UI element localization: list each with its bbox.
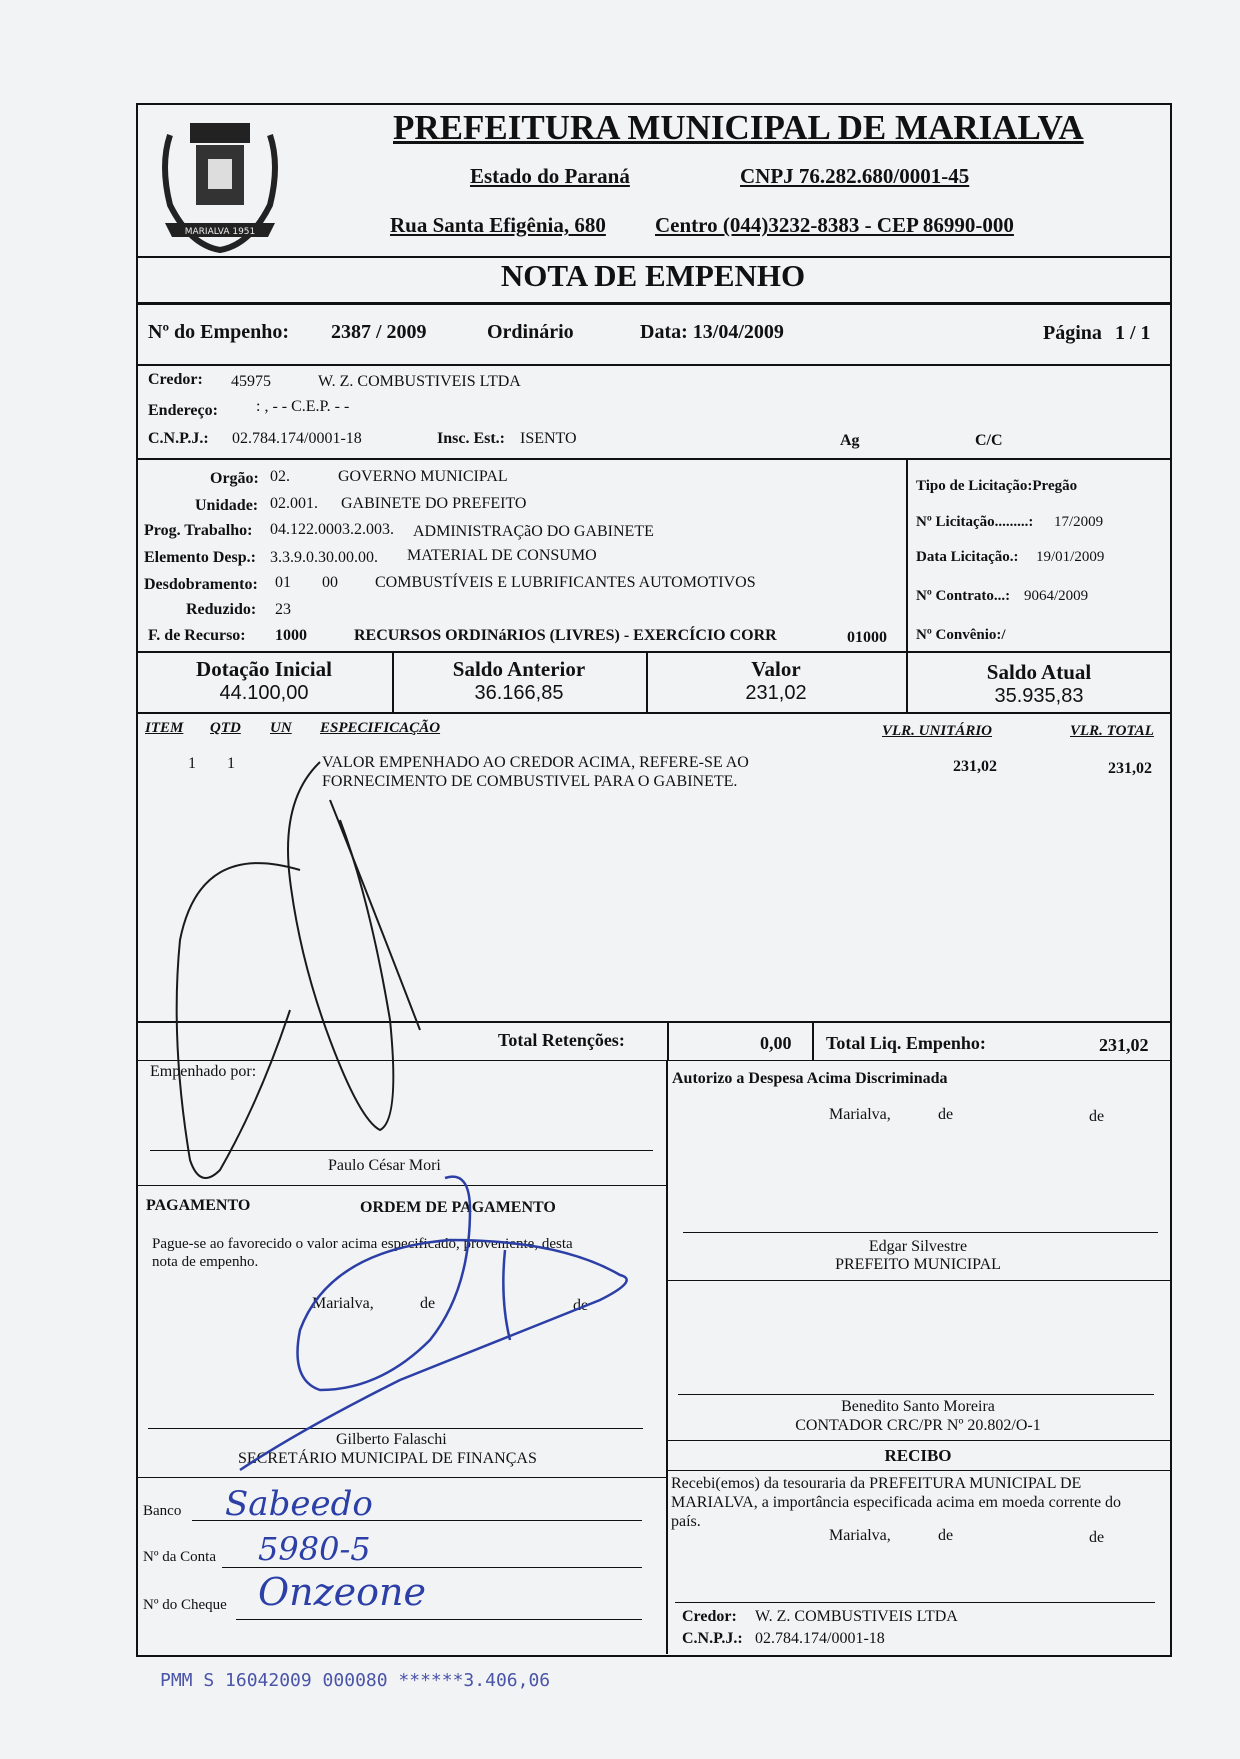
- licitacao-number-label: Nº Licitação.........:: [916, 514, 1034, 530]
- recibo-text-2: MARIALVA, a importância especificada acima em moeda corrente do: [671, 1494, 1122, 1511]
- de-right-1: de: [938, 1106, 954, 1123]
- unidade-code: 02.001.: [270, 495, 318, 512]
- prog-name: ADMINISTRAÇãO DO GABINETE: [413, 523, 654, 540]
- retencoes-value: 0,00: [760, 1033, 792, 1053]
- dotacao-value: 44.100,00: [219, 682, 309, 704]
- desdobramento-a: 01: [275, 574, 291, 591]
- de-recibo-2: de: [1089, 1529, 1105, 1546]
- licitacao-date: 19/01/2009: [1036, 549, 1105, 565]
- prog-code: 04.122.0003.2.003.: [270, 521, 394, 538]
- address-label: Endereço:: [148, 402, 218, 419]
- valor-label: Valor: [751, 657, 801, 681]
- fonte-number: 01000: [847, 629, 887, 646]
- ordem-pagamento-label: ORDEM DE PAGAMENTO: [360, 1199, 556, 1216]
- liquido-value: 231,02: [1099, 1035, 1149, 1055]
- total-value-header: VLR. TOTAL: [1070, 723, 1154, 739]
- orgao-name: GOVERNO MUNICIPAL: [338, 468, 508, 485]
- cnpj-label: C.N.P.J.:: [148, 430, 209, 447]
- fonte-name: RECURSOS ORDINáRIOS (LIVRES) - EXERCÍCIO CORR: [354, 627, 777, 644]
- unidade-name: GABINETE DO PREFEITO: [341, 495, 527, 512]
- prefeito-title: PREFEITO MUNICIPAL: [835, 1256, 1001, 1273]
- item-header: ITEM: [145, 720, 184, 736]
- unit-value-header: VLR. UNITÁRIO: [882, 723, 993, 739]
- valor-value: 231,02: [745, 682, 807, 704]
- credor-name: W. Z. COMBUSTIVEIS LTDA: [318, 373, 521, 390]
- secretario-title: SECRETÁRIO MUNICIPAL DE FINANÇAS: [238, 1450, 537, 1467]
- recibo-credor-name: W. Z. COMBUSTIVEIS LTDA: [755, 1608, 958, 1625]
- desdobramento-b: 00: [322, 574, 338, 591]
- ie-label: Insc. Est.:: [437, 430, 506, 447]
- item-desc-line2: FORNECIMENTO DE COMBUSTIVEL PARA O GABINETE.: [322, 773, 738, 790]
- licitacao-date-label: Data Licitação.:: [916, 549, 1019, 565]
- cnpj-value: 02.784.174/0001-18: [232, 430, 362, 447]
- cc-label: C/C: [975, 432, 1003, 449]
- dotacao-label: Dotação Inicial: [196, 657, 332, 681]
- state-label: Estado do Paraná: [470, 164, 630, 188]
- cheque-label: Nº do Cheque: [143, 1597, 227, 1613]
- ag-label: Ag: [840, 432, 860, 449]
- contrato-value: 9064/2009: [1024, 588, 1089, 604]
- fonte-label: F. de Recurso:: [148, 627, 246, 644]
- elemento-name: MATERIAL DE CONSUMO: [407, 547, 597, 564]
- document-title: NOTA DE EMPENHO: [500, 258, 806, 293]
- especificacao-header: ESPECIFICAÇÃO: [320, 720, 441, 736]
- recibo-title: RECIBO: [884, 1446, 952, 1465]
- cheque-handwriting: Onzeone: [258, 1570, 426, 1614]
- page-label: Página: [1043, 322, 1102, 344]
- pague-text-2: nota de empenho.: [152, 1254, 259, 1270]
- contador-name: Benedito Santo Moreira: [841, 1398, 995, 1415]
- saldo-atual-value: 35.935,83: [994, 685, 1084, 707]
- de-right-2: de: [1089, 1108, 1105, 1125]
- empenhado-label: Empenhado por:: [150, 1063, 257, 1080]
- pague-text-1: Pague-se ao favorecido o valor acima especificado, proveniente, desta: [152, 1236, 573, 1252]
- saldo-anterior-value: 36.166,85: [474, 682, 564, 704]
- conta-handwriting: 5980-5: [258, 1530, 371, 1568]
- convenio-label: Nº Convênio:/: [916, 627, 1006, 643]
- de-recibo-1: de: [938, 1527, 954, 1544]
- item-number: 1: [188, 755, 196, 772]
- contrato-label: Nº Contrato...:: [916, 588, 1011, 604]
- tipo-licitacao: Tipo de Licitação:Pregão: [916, 478, 1078, 494]
- prog-label: Prog. Trabalho:: [144, 522, 253, 539]
- de-left-1: de: [420, 1295, 436, 1312]
- empenho-number: 2387 / 2009: [331, 321, 427, 343]
- banco-handwriting: Sabeedo: [225, 1484, 373, 1524]
- recibo-cnpj-label: C.N.P.J.:: [682, 1630, 743, 1647]
- unidade-label: Unidade:: [195, 497, 259, 514]
- item-unit-value: 231,02: [953, 758, 997, 775]
- page-number: 1 / 1: [1115, 322, 1151, 344]
- conta-label: Nº da Conta: [143, 1549, 216, 1565]
- empenho-type: Ordinário: [487, 321, 574, 343]
- address-header: Rua Santa Efigênia, 680: [390, 213, 606, 237]
- un-header: UN: [270, 720, 292, 736]
- orgao-code: 02.: [270, 468, 290, 485]
- recibo-text-1: Recebi(emos) da tesouraria da PREFEITURA MUNICIPAL DE: [671, 1475, 1082, 1492]
- pagamento-label: PAGAMENTO: [146, 1197, 251, 1214]
- elemento-code: 3.3.9.0.30.00.00.: [270, 549, 378, 566]
- page-title: PREFEITURA MUNICIPAL DE MARIALVA: [393, 108, 1084, 147]
- licitacao-number: 17/2009: [1054, 514, 1104, 530]
- address-value: : , - - C.E.P. - -: [256, 398, 350, 415]
- reduzido-label: Reduzido:: [186, 601, 257, 618]
- item-qtd: 1: [227, 755, 235, 772]
- desdobramento-label: Desdobramento:: [144, 576, 258, 593]
- liquido-label: Total Liq. Empenho:: [826, 1033, 986, 1053]
- credor-label: Credor:: [148, 371, 203, 388]
- banco-label: Banco: [143, 1503, 182, 1519]
- desdobramento-name: COMBUSTÍVEIS E LUBRIFICANTES AUTOMOTIVOS: [375, 574, 756, 591]
- svg-text:MARIALVA 1951: MARIALVA 1951: [184, 227, 256, 237]
- item-desc-line1: VALOR EMPENHADO AO CREDOR ACIMA, REFERE-SE AO: [322, 754, 749, 771]
- autorizo-label: Autorizo a Despesa Acima Discriminada: [672, 1070, 948, 1087]
- secretario-name: Gilberto Falaschi: [336, 1431, 447, 1448]
- marialva-date-recibo: Marialva,: [829, 1527, 891, 1544]
- marialva-date-right: Marialva,: [829, 1106, 891, 1123]
- prefeito-name: Edgar Silvestre: [868, 1238, 968, 1255]
- qtd-header: QTD: [210, 720, 241, 736]
- recibo-cnpj-value: 02.784.174/0001-18: [755, 1630, 885, 1647]
- footer-stamp: PMM S 16042009 000080 ******3.406,06: [160, 1670, 551, 1691]
- item-total-value: 231,02: [1108, 760, 1152, 777]
- saldo-atual-label: Saldo Atual: [986, 660, 1092, 684]
- fonte-code: 1000: [275, 627, 307, 644]
- elemento-label: Elemento Desp.:: [144, 549, 256, 566]
- retencoes-label: Total Retenções:: [498, 1030, 625, 1050]
- recibo-text-3: país.: [671, 1513, 701, 1530]
- credor-code: 45975: [231, 373, 271, 390]
- contact-header: Centro (044)3232-8383 - CEP 86990-000: [655, 213, 1014, 237]
- ie-value: ISENTO: [520, 430, 577, 447]
- contador-title: CONTADOR CRC/PR Nº 20.802/O-1: [795, 1417, 1041, 1434]
- marialva-date-left: Marialva,: [312, 1295, 374, 1312]
- empenho-date: Data: 13/04/2009: [640, 321, 784, 343]
- cnpj-header: CNPJ 76.282.680/0001-45: [740, 164, 970, 188]
- de-left-2: de: [573, 1297, 589, 1314]
- recibo-credor-label: Credor:: [682, 1608, 737, 1625]
- empenhado-name: Paulo César Mori: [328, 1157, 441, 1174]
- saldo-anterior-label: Saldo Anterior: [452, 657, 586, 681]
- reduzido-value: 23: [275, 601, 291, 618]
- orgao-label: Orgão:: [210, 470, 259, 487]
- empenho-label: Nº do Empenho:: [148, 321, 290, 343]
